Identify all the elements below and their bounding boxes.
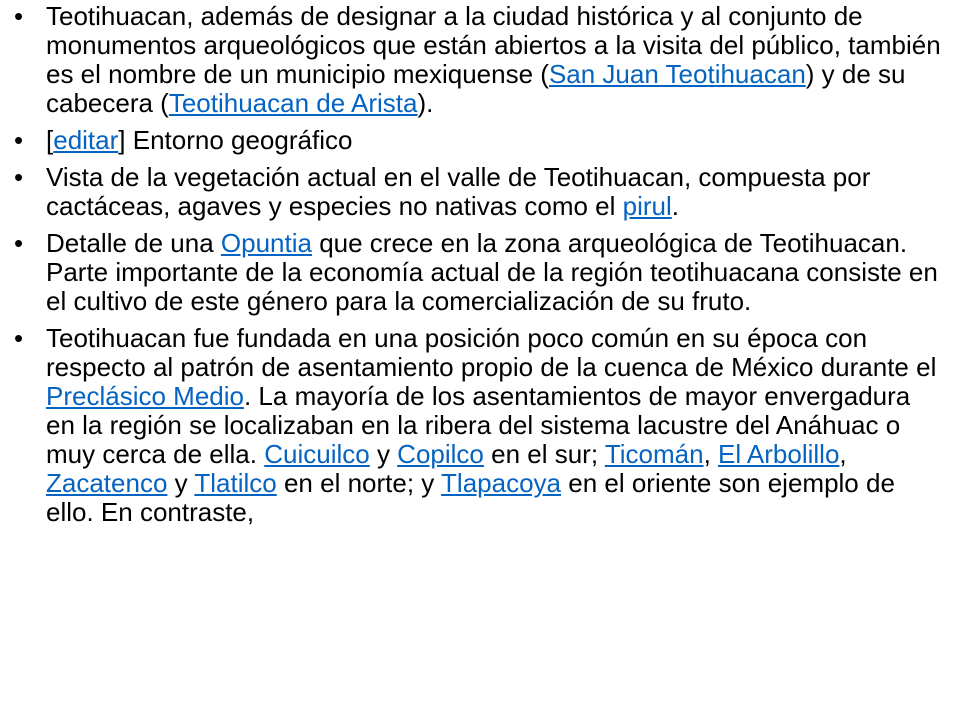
list-item <box>12 163 942 221</box>
bullet-icon: • <box>14 1 24 31</box>
text-span: , <box>703 439 719 469</box>
text-span: en el sur; <box>483 439 605 469</box>
text-span: en el oriente son ejemplo de ello. En contraste, <box>46 468 895 527</box>
text-span: que crece en la zona arqueológica de Teotihuacan. Parte importante de la economía actual de la región teotihuacana consiste en el cultivo de este género para la comercialización de su fruto. <box>46 228 938 316</box>
link-zacatenco[interactable]: Zacatenco <box>46 468 168 498</box>
text-span: ) y de su cabecera ( <box>46 59 906 118</box>
bullet-icon: • <box>14 323 24 353</box>
link-editar[interactable]: editar <box>53 125 119 155</box>
bullet-list <box>12 2 942 535</box>
text-span: [ <box>46 125 54 155</box>
text-span: . <box>671 191 680 221</box>
text-span: Teotihuacan fue fundada en una posición poco común en su época con respecto al patrón de asentamiento propio de la cuenca de México durante el <box>46 323 937 382</box>
link-preclasico-medio[interactable]: Preclásico Medio <box>46 381 244 411</box>
text-span: ). <box>417 88 434 118</box>
link-opuntia[interactable]: Opuntia <box>220 228 312 258</box>
list-item <box>12 2 942 118</box>
link-teotihuacan-de-arista[interactable]: Teotihuacan de Arista <box>168 88 418 118</box>
bullet-icon: • <box>14 162 24 192</box>
link-tlapacoya[interactable]: Tlapacoya <box>441 468 562 498</box>
section-heading: ] Entorno geográfico <box>118 125 353 155</box>
link-ticoman[interactable]: Ticomán <box>604 439 704 469</box>
bullet-icon: • <box>14 125 24 155</box>
link-san-juan-teotihuacan[interactable]: San Juan Teotihuacan <box>548 59 806 89</box>
text-span: Teotihuacan, además de designar a la ciudad histórica y al conjunto de monumentos arqueológicos que están abiertos a la visita del público, también es el nombre de un municipio mexiquense ( <box>46 1 941 89</box>
text-span: y <box>369 439 398 469</box>
text-span: , <box>839 439 847 469</box>
link-el-arbolillo[interactable]: El Arbolillo <box>718 439 840 469</box>
link-pirul[interactable]: pirul <box>622 191 672 221</box>
list-item <box>12 229 942 316</box>
text-span: Detalle de una <box>46 228 221 258</box>
bullet-icon: • <box>14 228 24 258</box>
link-copilco[interactable]: Copilco <box>397 439 484 469</box>
text-span: . La mayoría de los asentamientos de mayor envergadura en la región se localizaban en la ribera del sistema lacustre del Anáhuac o muy cerca de ella. <box>46 381 911 469</box>
link-cuicuilco[interactable]: Cuicuilco <box>264 439 370 469</box>
link-tlatilco[interactable]: Tlatilco <box>194 468 277 498</box>
list-item <box>12 126 942 155</box>
text-span: y <box>167 468 195 498</box>
text-span: Vista de la vegetación actual en el valle de Teotihuacan, compuesta por cactáceas, agaves y especies no nativas como el <box>46 162 871 221</box>
text-span: en el norte; y <box>276 468 442 498</box>
list-item <box>12 324 942 527</box>
